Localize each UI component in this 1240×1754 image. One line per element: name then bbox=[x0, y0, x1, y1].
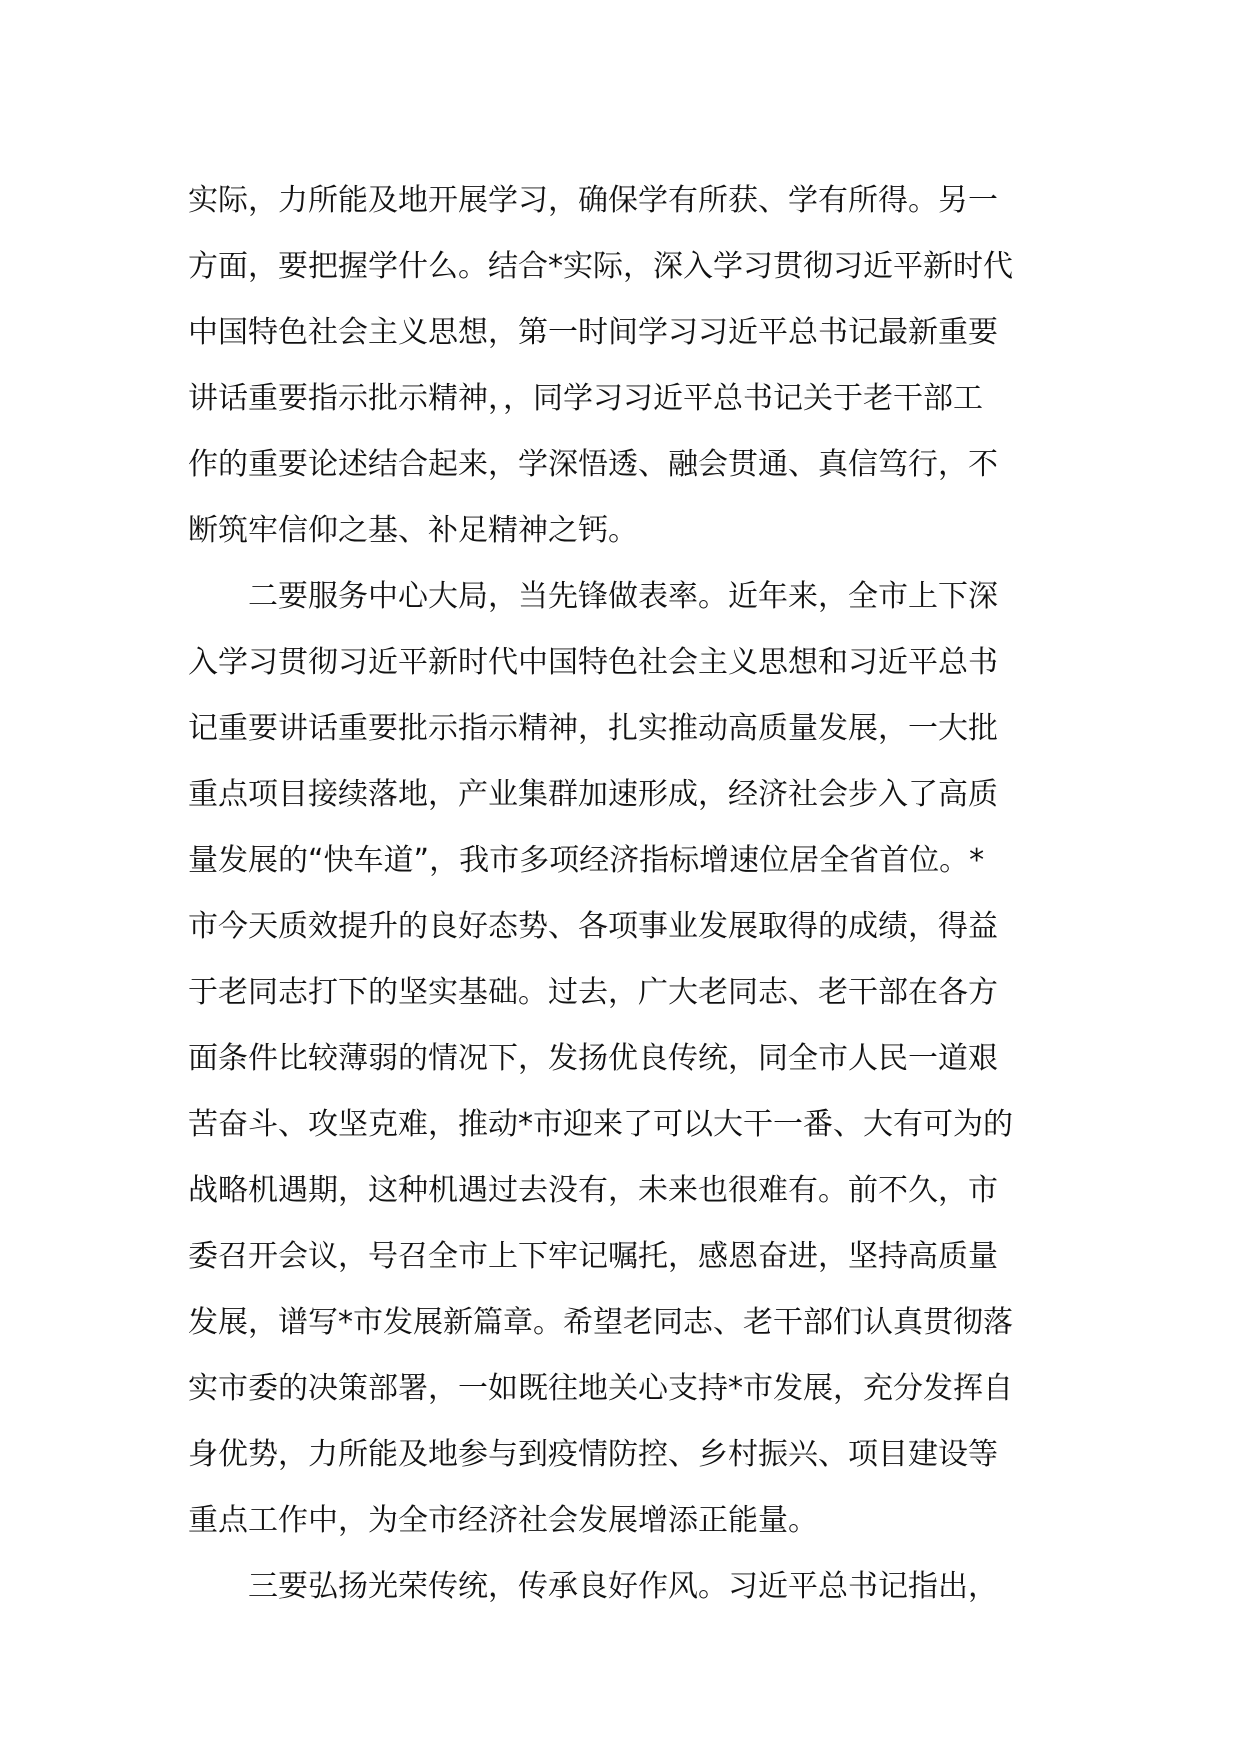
text-line: 身优势，力所能及地参与到疫情防控、乡村振兴、项目建设等 bbox=[188, 1437, 998, 1472]
text-line: 讲话重要指示批示精神，，同学习习近平总书记关于老干部工 bbox=[188, 381, 983, 416]
text-line: 委召开会议，号召全市上下牢记嘱托，感恩奋进，坚持高质量 bbox=[188, 1239, 998, 1274]
text-line: 中国特色社会主义思想，第一时间学习习近平总书记最新重要 bbox=[188, 315, 998, 350]
text-line: 于老同志打下的坚实基础。过去，广大老同志、老干部在各方 bbox=[188, 975, 998, 1010]
text-line: 重点工作中，为全市经济社会发展增添正能量。 bbox=[188, 1503, 818, 1538]
text-line: 断筑牢信仰之基、补足精神之钙。 bbox=[188, 513, 638, 548]
body-text bbox=[188, 168, 1068, 1620]
text-line: 苦奋斗、攻坚克难，推动*市迎来了可以大干一番、大有可为的 bbox=[188, 1107, 1013, 1142]
text-line: 发展，谱写*市发展新篇章。希望老同志、老干部们认真贯彻落 bbox=[188, 1305, 1013, 1340]
text-line: 量发展的“快车道”，我市多项经济指标增速位居全省首位。* bbox=[188, 843, 985, 878]
text-line: 面条件比较薄弱的情况下，发扬优良传统，同全市人民一道艰 bbox=[188, 1041, 998, 1076]
text-line: 重点项目接续落地，产业集群加速形成，经济社会步入了高质 bbox=[188, 777, 998, 812]
text-line: 实市委的决策部署，一如既往地关心支持*市发展，充分发挥自 bbox=[188, 1371, 1013, 1406]
text-line: 方面，要把握学什么。结合*实际，深入学习贯彻习近平新时代 bbox=[188, 249, 1013, 284]
text-line: 三要弘扬光荣传统，传承良好作风。习近平总书记指出， bbox=[188, 1569, 998, 1604]
text-line: 战略机遇期，这种机遇过去没有，未来也很难有。前不久，市 bbox=[188, 1173, 998, 1208]
text-line: 入学习贯彻习近平新时代中国特色社会主义思想和习近平总书 bbox=[188, 645, 998, 680]
text-line: 作的重要论述结合起来，学深悟透、融会贯通、真信笃行，不 bbox=[188, 447, 998, 482]
text-line: 实际，力所能及地开展学习，确保学有所获、学有所得。另一 bbox=[188, 183, 998, 218]
text-line: 二要服务中心大局，当先锋做表率。近年来，全市上下深 bbox=[188, 579, 998, 614]
text-line: 市今天质效提升的良好态势、各项事业发展取得的成绩，得益 bbox=[188, 909, 998, 944]
text-line: 记重要讲话重要批示指示精神，扎实推动高质量发展，一大批 bbox=[188, 711, 998, 746]
